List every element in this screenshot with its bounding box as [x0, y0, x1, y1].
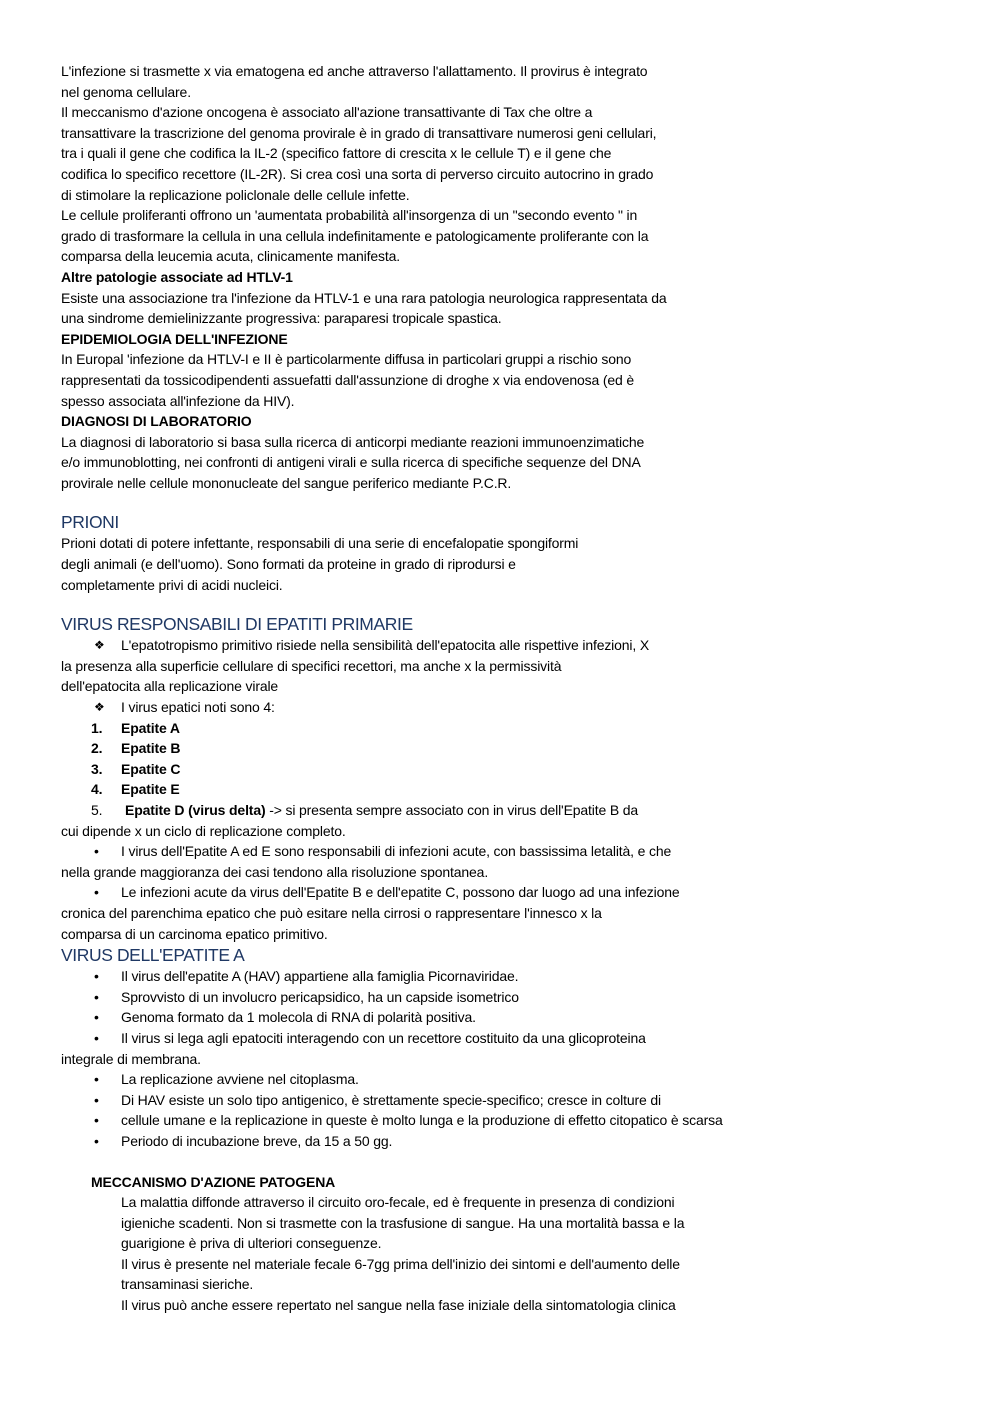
- list-item: • La replicazione avviene nel citoplasma.: [61, 1069, 961, 1090]
- bullet-icon: •: [94, 1132, 99, 1149]
- subheading: Altre patologie associate ad HTLV-1: [61, 268, 293, 285]
- htlv-section: [61, 61, 961, 267]
- numbered-item: 1. Epatite A: [91, 719, 180, 736]
- meccanismo-section: [61, 1172, 961, 1316]
- numbered-item: 4. Epatite E: [91, 781, 180, 798]
- text-line: rappresentati da tossicodipendenti assuefatti dall'assunzione di droghe x via endovenosa (ed è: [61, 371, 635, 388]
- text-line: Il meccanismo d'azione oncogena è associato all'azione transattivante di Tax che oltre a: [61, 104, 593, 121]
- text-line: comparsa di un carcinoma epatico primitivo.: [61, 925, 328, 942]
- bullet-icon: •: [94, 884, 99, 901]
- numbered-item: 3. Epatite C: [91, 760, 181, 777]
- list-item: • Periodo di incubazione breve, da 15 a 50 gg.: [61, 1131, 961, 1152]
- section-heading: VIRUS RESPONSABILI DI EPATITI PRIMARIE: [61, 614, 413, 635]
- text-line: una sindrome demielinizzante progressiva: paraparesi tropicale spastica.: [61, 310, 502, 327]
- prioni-section: [61, 511, 961, 595]
- text-line: In Europal 'infezione da HTLV-I e II è particolarmente diffusa in particolari gruppi a rischio sono: [61, 351, 632, 368]
- text-line: Il virus è presente nel materiale fecale 6-7gg prima dell'inizio dei sintomi e dell'aumento delle: [121, 1255, 680, 1272]
- list-item: • I virus dell'Epatite A ed E sono responsabili di infezioni acute, con bassissima letalità, e che: [61, 841, 961, 862]
- text-line: spesso associata all'infezione da HIV).: [61, 392, 295, 409]
- numbered-item: 5. Epatite D (virus delta) -> si presenta sempre associato con in virus dell'Epatite B da: [91, 802, 639, 818]
- text-line: degli animali (e dell'uomo). Sono formati da proteine in grado di riprodursi e: [61, 556, 516, 573]
- text-line: nella grande maggioranza dei casi tendono alla risoluzione spontanea.: [61, 863, 489, 880]
- text-line: dell'epatocita alla replicazione virale: [61, 678, 279, 695]
- bullet-icon: •: [94, 968, 99, 985]
- list-item: • Genoma formato da 1 molecola di RNA di polarità positiva.: [61, 1007, 961, 1028]
- diamond-bullet-icon: ❖: [94, 700, 105, 715]
- epatiti-section: [61, 613, 961, 944]
- text-line: integrale di membrana.: [61, 1050, 201, 1067]
- text-line: codifica lo specifico recettore (IL-2R). Si crea così una sorta di perverso circuito autocrino in grado: [61, 165, 654, 182]
- diagnosi-section: [61, 411, 961, 493]
- text-line: transattivare la trascrizione del genoma provirale è in grado di transattivare numerosi geni cellulari,: [61, 124, 657, 141]
- list-item: • cellule umane e la replicazione in queste è molto lunga e la produzione di effetto citopatico è scarsa: [61, 1110, 961, 1131]
- text-line: transaminasi sieriche.: [121, 1276, 254, 1293]
- bullet-icon: •: [94, 988, 99, 1005]
- section-heading: PRIONI: [61, 512, 119, 533]
- text-line: igieniche scadenti. Non si trasmette con la trasfusione di sangue. Ha una mortalità bassa e la: [121, 1214, 685, 1231]
- numbered-item: 2. Epatite B: [91, 740, 181, 757]
- text-line: di stimolare la replicazione policlonale delle cellule infette.: [61, 186, 410, 203]
- text-line: La diagnosi di laboratorio si basa sulla ricerca di anticorpi mediante reazioni immunoenzimatiche: [61, 433, 645, 450]
- document-page: [61, 61, 961, 1316]
- text-line: cui dipende x un ciclo di replicazione completo.: [61, 822, 346, 839]
- bullet-icon: •: [94, 1091, 99, 1108]
- text-line: grado di trasformare la cellula in una cellula indefinitamente e patologicamente proliferante con la: [61, 227, 649, 244]
- bullet-icon: •: [94, 1029, 99, 1046]
- hav-section: [61, 944, 961, 1151]
- altre-patologie-section: [61, 267, 961, 329]
- text-line: cronica del parenchima epatico che può esitare nella cirrosi o rappresentare l'innesco x la: [61, 904, 602, 921]
- text-line: provirale nelle cellule mononucleate del sangue periferico mediante P.C.R.: [61, 474, 512, 491]
- list-item: • Di HAV esiste un solo tipo antigenico, è strettamente specie-specifico; cresce in colture di: [61, 1090, 961, 1111]
- list-item: ❖ I virus epatici noti sono 4:: [61, 697, 961, 718]
- text-line: nel genoma cellulare.: [61, 83, 191, 100]
- list-item: • Le infezioni acute da virus dell'Epatite B e dell'epatite C, possono dar luogo ad una infezione: [61, 882, 961, 903]
- text-line: completamente privi di acidi nucleici.: [61, 576, 283, 593]
- text-line: guarigione è priva di ulteriori conseguenze.: [121, 1235, 382, 1252]
- epidemiologia-section: [61, 329, 961, 411]
- list-item: • Il virus si lega agli epatociti interagendo con un recettore costituito da una glicoproteina: [61, 1028, 961, 1049]
- bullet-icon: •: [94, 843, 99, 860]
- text-line: e/o immunoblotting, nei confronti di antigeni virali e sulla ricerca di specifiche sequenze del DNA: [61, 454, 641, 471]
- text-line: Il virus può anche essere repertato nel sangue nella fase iniziale della sintomatologia clinica: [121, 1297, 676, 1314]
- bullet-icon: •: [94, 1112, 99, 1129]
- text-line: Prioni dotati di potere infettante, responsabili di una serie di encefalopatie spongiformi: [61, 535, 579, 552]
- subheading: DIAGNOSI DI LABORATORIO: [61, 413, 252, 430]
- text-line: Le cellule proliferanti offrono un 'aumentata probabilità all'insorgenza di un "secondo evento " in: [61, 207, 638, 224]
- bullet-icon: •: [94, 1009, 99, 1026]
- subheading: EPIDEMIOLOGIA DELL'INFEZIONE: [61, 330, 288, 347]
- section-heading: VIRUS DELL'EPATITE A: [61, 945, 245, 966]
- list-item: • Sprovvisto di un involucro pericapsidico, ha un capside isometrico: [61, 987, 961, 1008]
- text-line: tra i quali il gene che codifica la IL-2 (specifico fattore di crescita x le cellule T) e il gene che: [61, 145, 612, 162]
- text-line: la presenza alla superficie cellulare di specifici recettori, ma anche x la permissività: [61, 657, 562, 674]
- text-line: Esiste una associazione tra l'infezione da HTLV-1 e una rara patologia neurologica rappresentata da: [61, 289, 667, 306]
- list-item: • Il virus dell'epatite A (HAV) appartiene alla famiglia Picornaviridae.: [61, 966, 961, 987]
- text-line: comparsa della leucemia acuta, clinicamente manifesta.: [61, 248, 400, 265]
- diamond-bullet-icon: ❖: [94, 638, 105, 653]
- text-line: La malattia diffonde attraverso il circuito oro-fecale, ed è frequente in presenza di condizioni: [121, 1194, 675, 1211]
- bullet-icon: •: [94, 1071, 99, 1088]
- subheading: MECCANISMO D'AZIONE PATOGENA: [91, 1173, 336, 1190]
- list-item: ❖ L'epatotropismo primitivo risiede nella sensibilità dell'epatocita alle rispettive infezioni, X: [61, 635, 961, 656]
- text-line: L'infezione si trasmette x via ematogena ed anche attraverso l'allattamento. Il provirus è integrato: [61, 63, 648, 79]
